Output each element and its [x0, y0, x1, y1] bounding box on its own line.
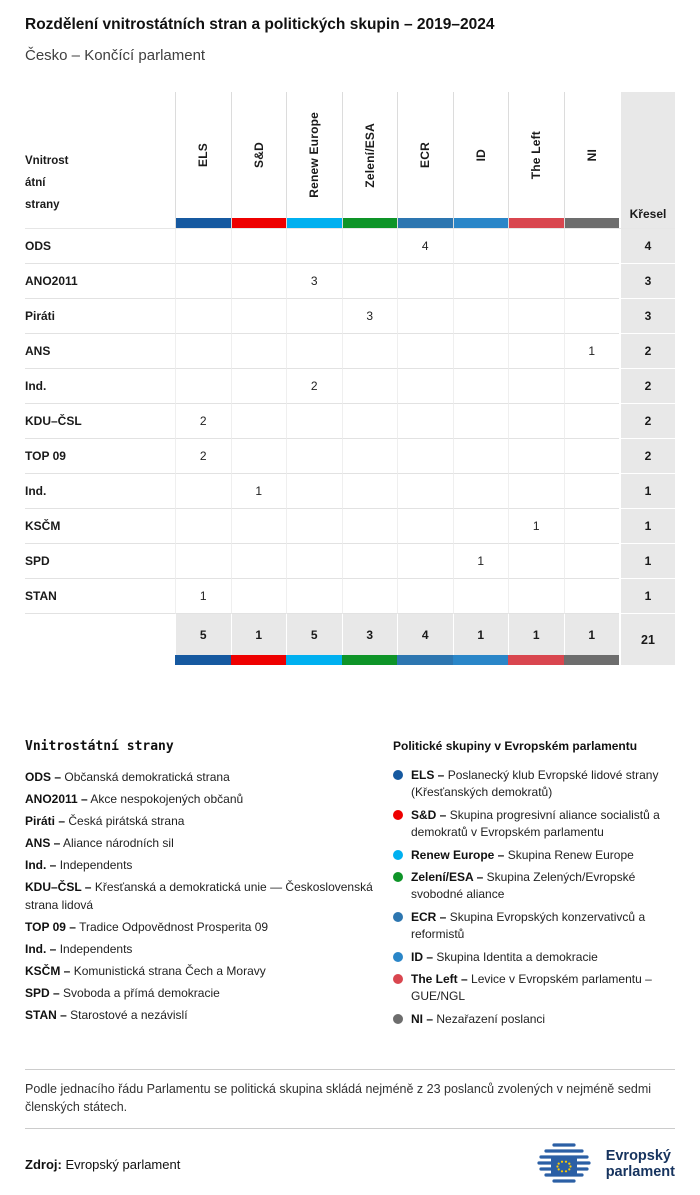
list-item: Ind. – Independents: [25, 858, 133, 872]
group-cell: [453, 404, 509, 439]
group-cell: [175, 264, 231, 299]
row-header-line: átní: [25, 176, 46, 189]
group-cell: 1: [508, 509, 564, 544]
group-cell: [508, 369, 564, 404]
group-cell: [564, 509, 620, 544]
els-color-bar: [176, 218, 231, 228]
total-cell: 3: [342, 614, 398, 655]
group-cell: [508, 579, 564, 614]
parties-legend-heading: Vnitrostátní strany: [25, 739, 174, 754]
list-item: KDU–ČSL – Křesťanská a demokratická unie — Československá strana lidová: [25, 880, 373, 912]
group-cell: [453, 229, 509, 264]
table-row: [25, 404, 675, 439]
table-row: [25, 369, 675, 404]
group-cell: [508, 334, 564, 369]
group-cell: [397, 439, 453, 474]
group-cell: [453, 579, 509, 614]
list-item: Zelení/ESA – Skupina Zelených/Evropské svobodné aliance: [393, 869, 675, 904]
group-cell: 3: [342, 299, 398, 334]
row-header-line: strany: [25, 198, 60, 211]
group-cell: [342, 579, 398, 614]
group-cell: 2: [175, 404, 231, 439]
left-color-bar: [509, 218, 564, 228]
table-row: [25, 579, 675, 614]
table-row: [25, 544, 675, 579]
list-item: ELS – Poslanecký klub Evropské lidové strany (Křesťanských demokratů): [393, 767, 675, 802]
source-text: Evropský parlament: [65, 1156, 181, 1172]
group-cell: [231, 404, 287, 439]
group-cell: [397, 264, 453, 299]
column-header-greens: [342, 92, 398, 228]
page-subtitle: Česko – Končící parlament: [25, 47, 206, 64]
list-item: ODS – Občanská demokratická strana: [25, 770, 230, 784]
row-header-label: [25, 92, 175, 228]
seats-cell: 3: [621, 264, 675, 299]
greens-color-bar: [342, 655, 398, 665]
group-cell: [397, 579, 453, 614]
total-seats-cell: 21: [621, 614, 675, 665]
group-cell: [564, 369, 620, 404]
table-body: [25, 228, 675, 614]
seats-matrix-table: [25, 92, 675, 665]
list-item: Renew Europe – Skupina Renew Europe: [393, 847, 675, 864]
column-label: Zelení/ESA: [362, 122, 377, 188]
group-cell: [453, 264, 509, 299]
group-cell: [508, 439, 564, 474]
sd-legend-dot: [393, 810, 403, 820]
table-row: [25, 334, 675, 369]
eu-parliament-wordmark: Evropský parlament: [605, 1147, 675, 1181]
els-color-bar: [175, 655, 231, 665]
group-cell: [342, 509, 398, 544]
group-cell: [175, 299, 231, 334]
group-cell: [508, 299, 564, 334]
column-header-renew: [286, 92, 342, 228]
seats-column-header: Křesel: [621, 92, 675, 228]
groups-legend: [393, 739, 675, 1033]
group-cell: [175, 509, 231, 544]
renew-legend-dot: [393, 850, 403, 860]
left-legend-dot: [393, 974, 403, 984]
totals-corner: [25, 614, 175, 655]
group-cell: [286, 404, 342, 439]
eu-parliament-logo: [532, 1141, 675, 1187]
group-cell: [564, 404, 620, 439]
group-cell: [231, 579, 287, 614]
ecr-color-bar: [397, 655, 453, 665]
greens-color-bar: [343, 218, 398, 228]
group-cell: [286, 439, 342, 474]
group-cell: [564, 474, 620, 509]
group-cell: [508, 229, 564, 264]
id-color-bar: [454, 218, 509, 228]
group-cell: [564, 579, 620, 614]
list-item: NI – Nezařazení poslanci: [393, 1011, 675, 1028]
group-cell: [508, 474, 564, 509]
group-cell: [342, 404, 398, 439]
group-cell: [453, 509, 509, 544]
table-row: [25, 229, 675, 264]
group-cell: 1: [231, 474, 287, 509]
eu-parliament-logo-icon: [532, 1141, 596, 1187]
group-cell: 1: [453, 544, 509, 579]
group-cell: [231, 264, 287, 299]
group-cell: [564, 299, 620, 334]
column-label: The Left: [529, 130, 544, 180]
id-color-bar: [453, 655, 509, 665]
group-cell: [231, 229, 287, 264]
els-legend-dot: [393, 770, 403, 780]
group-cell: [397, 334, 453, 369]
group-cell: [453, 299, 509, 334]
footer: [25, 1141, 675, 1187]
list-item: Ind. – Independents: [25, 942, 133, 956]
group-cell: [342, 229, 398, 264]
group-cell: 1: [175, 579, 231, 614]
party-label: Ind.: [25, 369, 175, 404]
group-cell: [175, 334, 231, 369]
group-cell: [286, 544, 342, 579]
total-cell: 4: [397, 614, 453, 655]
party-label: ANS: [25, 334, 175, 369]
table-row: [25, 264, 675, 299]
seats-cell: 3: [621, 299, 675, 334]
party-label: ANO2011: [25, 264, 175, 299]
column-header-id: [453, 92, 509, 228]
list-item: ECR – Skupina Evropských konzervativců a reformistů: [393, 909, 675, 944]
list-item: STAN – Starostové a nezávislí: [25, 1008, 188, 1022]
party-label: KSČM: [25, 509, 175, 544]
total-cell: 5: [286, 614, 342, 655]
party-label: KDU–ČSL: [25, 404, 175, 439]
group-cell: [342, 544, 398, 579]
list-item: S&D – Skupina progresivní aliance socialistů a demokratů v Evropském parlamentu: [393, 807, 675, 842]
group-cell: [453, 369, 509, 404]
parties-legend: [25, 739, 393, 1033]
group-cell: [564, 229, 620, 264]
column-label: ID: [473, 148, 488, 162]
group-cell: 1: [564, 334, 620, 369]
column-header-sd: [231, 92, 287, 228]
ni-legend-dot: [393, 1014, 403, 1024]
seats-cell: 2: [621, 439, 675, 474]
party-label: SPD: [25, 544, 175, 579]
seats-cell: 2: [621, 404, 675, 439]
group-cell: [564, 439, 620, 474]
group-cell: [286, 474, 342, 509]
greens-legend-dot: [393, 872, 403, 882]
group-cell: [231, 334, 287, 369]
column-label: Renew Europe: [307, 112, 322, 198]
table-row: [25, 474, 675, 509]
seats-cell: 4: [621, 229, 675, 264]
group-cell: [286, 299, 342, 334]
group-cell: [453, 334, 509, 369]
total-cell: 1: [453, 614, 509, 655]
renew-color-bar: [286, 655, 342, 665]
column-label: ECR: [418, 142, 433, 168]
ni-color-bar: [565, 218, 620, 228]
group-cell: [564, 544, 620, 579]
list-item: ANS – Aliance národních sil: [25, 836, 174, 850]
group-cell: [397, 404, 453, 439]
page-title: Rozdělení vnitrostátních stran a politických skupin – 2019–2024: [25, 16, 495, 33]
list-item: ID – Skupina Identita a demokracie: [393, 949, 675, 966]
party-label: ODS: [25, 229, 175, 264]
total-cell: 1: [564, 614, 620, 655]
group-cell: 2: [286, 369, 342, 404]
row-header-line: Vnitrost: [25, 154, 69, 167]
party-label: Ind.: [25, 474, 175, 509]
list-item: KSČM – Komunistická strana Čech a Moravy: [25, 964, 266, 978]
party-label: STAN: [25, 579, 175, 614]
group-cell: [231, 299, 287, 334]
column-label: NI: [584, 148, 599, 162]
group-cell: [286, 509, 342, 544]
total-cell: 5: [175, 614, 231, 655]
group-cell: [175, 369, 231, 404]
group-cell: 2: [175, 439, 231, 474]
renew-color-bar: [287, 218, 342, 228]
group-cell: [342, 264, 398, 299]
seats-cell: 2: [621, 334, 675, 369]
list-item: Piráti – Česká pirátská strana: [25, 814, 185, 828]
legend-section: [25, 739, 675, 1033]
group-cell: [342, 439, 398, 474]
seats-cell: 1: [621, 544, 675, 579]
group-cell: [231, 509, 287, 544]
group-cell: [286, 334, 342, 369]
list-item: SPD – Svoboda a přímá demokracie: [25, 986, 220, 1000]
table-row: [25, 509, 675, 544]
source-line: [25, 1157, 180, 1172]
group-cell: [175, 229, 231, 264]
column-header-els: [175, 92, 231, 228]
table-row: [25, 439, 675, 474]
group-cell: [286, 229, 342, 264]
group-cell: [231, 544, 287, 579]
totals-row: [25, 614, 675, 665]
left-color-bar: [508, 655, 564, 665]
group-cell: [342, 369, 398, 404]
source-label: Zdroj:: [25, 1156, 62, 1172]
group-cell: [508, 404, 564, 439]
ecr-legend-dot: [393, 912, 403, 922]
group-cell: [397, 509, 453, 544]
seats-cell: 1: [621, 474, 675, 509]
group-cell: [508, 544, 564, 579]
group-cell: [397, 544, 453, 579]
party-label: Piráti: [25, 299, 175, 334]
seats-cell: 1: [621, 579, 675, 614]
sd-color-bar: [231, 655, 287, 665]
list-item: ANO2011 – Akce nespokojených občanů: [25, 792, 244, 806]
group-cell: [342, 474, 398, 509]
footnote: Podle jednacího řádu Parlamentu se politická skupina skládá nejméně z 23 poslanců zvolených v nejméně sedmi členských státech.: [25, 1069, 675, 1129]
group-cell: [231, 369, 287, 404]
total-cell: 1: [508, 614, 564, 655]
bottom-bar-corner: [25, 655, 175, 665]
column-header-ecr: [397, 92, 453, 228]
list-item: TOP 09 – Tradice Odpovědnost Prosperita 09: [25, 920, 269, 934]
group-cell: [397, 369, 453, 404]
table-row: [25, 299, 675, 334]
group-cell: [175, 474, 231, 509]
group-cell: [397, 474, 453, 509]
seats-cell: 2: [621, 369, 675, 404]
ecr-color-bar: [398, 218, 453, 228]
list-item: The Left – Levice v Evropském parlamentu – GUE/NGL: [393, 971, 675, 1006]
party-label: TOP 09: [25, 439, 175, 474]
group-cell: [286, 579, 342, 614]
group-cell: 3: [286, 264, 342, 299]
total-cell: 1: [231, 614, 287, 655]
ni-color-bar: [564, 655, 620, 665]
column-label: S&D: [251, 142, 266, 168]
id-legend-dot: [393, 952, 403, 962]
seats-cell: 1: [621, 509, 675, 544]
groups-legend-heading: Politické skupiny v Evropském parlamentu: [393, 739, 638, 753]
group-cell: [342, 334, 398, 369]
group-cell: [175, 544, 231, 579]
group-cell: [397, 299, 453, 334]
column-header-left: [508, 92, 564, 228]
group-cell: [453, 439, 509, 474]
table-header-row: [25, 92, 675, 228]
sd-color-bar: [232, 218, 287, 228]
group-cell: [564, 264, 620, 299]
group-cell: [231, 439, 287, 474]
group-cell: [508, 264, 564, 299]
column-label: ELS: [196, 143, 211, 167]
group-cell: 4: [397, 229, 453, 264]
group-cell: [453, 474, 509, 509]
column-header-ni: [564, 92, 620, 228]
